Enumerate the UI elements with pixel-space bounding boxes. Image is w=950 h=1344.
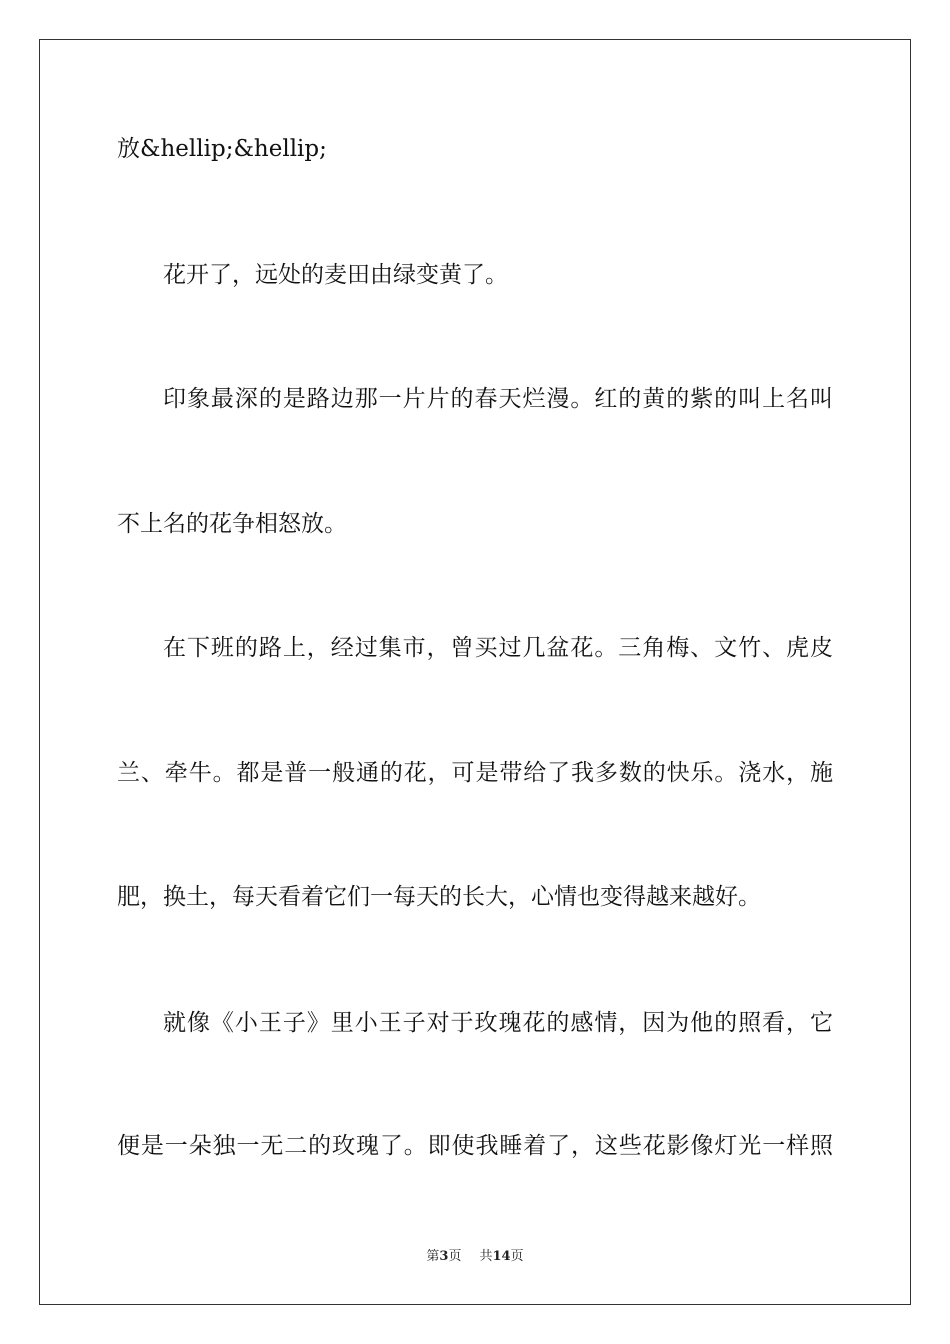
text-line-3: 印象最深的是路边那一片片的春天烂漫。红的黄的紫的叫上名叫 [163, 386, 833, 412]
footer-page-suffix: 页 [448, 1249, 462, 1264]
page-border [39, 39, 911, 1305]
footer-page-number: 3 [439, 1249, 449, 1264]
footer-page-prefix: 第 [426, 1249, 440, 1264]
page-footer [0, 1248, 950, 1266]
text-line-7: 肥，换土，每天看着它们一每天的长大，心情也变得越来越好。 [117, 884, 761, 910]
text-line-5: 在下班的路上，经过集市，曾买过几盆花。三角梅、文竹、虎皮 [163, 635, 833, 661]
footer-total-prefix: 共 [479, 1249, 493, 1264]
text-line-8: 就像《小王子》里小王子对于玫瑰花的感情，因为他的照看，它 [163, 1010, 833, 1036]
text-line-1: 放&hellip;&hellip; [117, 136, 327, 162]
text-line-4: 不上名的花争相怒放。 [117, 511, 347, 537]
text-line-2: 花开了，远处的麦田由绿变黄了。 [163, 262, 508, 288]
footer-total-pages: 14 [492, 1249, 511, 1264]
footer-total-suffix: 页 [510, 1249, 524, 1264]
text-line-9: 便是一朵独一无二的玫瑰了。即使我睡着了，这些花影像灯光一样照 [117, 1133, 833, 1159]
text-line-6: 兰、牵牛。都是普一般通的花，可是带给了我多数的快乐。浇水，施 [117, 760, 833, 786]
